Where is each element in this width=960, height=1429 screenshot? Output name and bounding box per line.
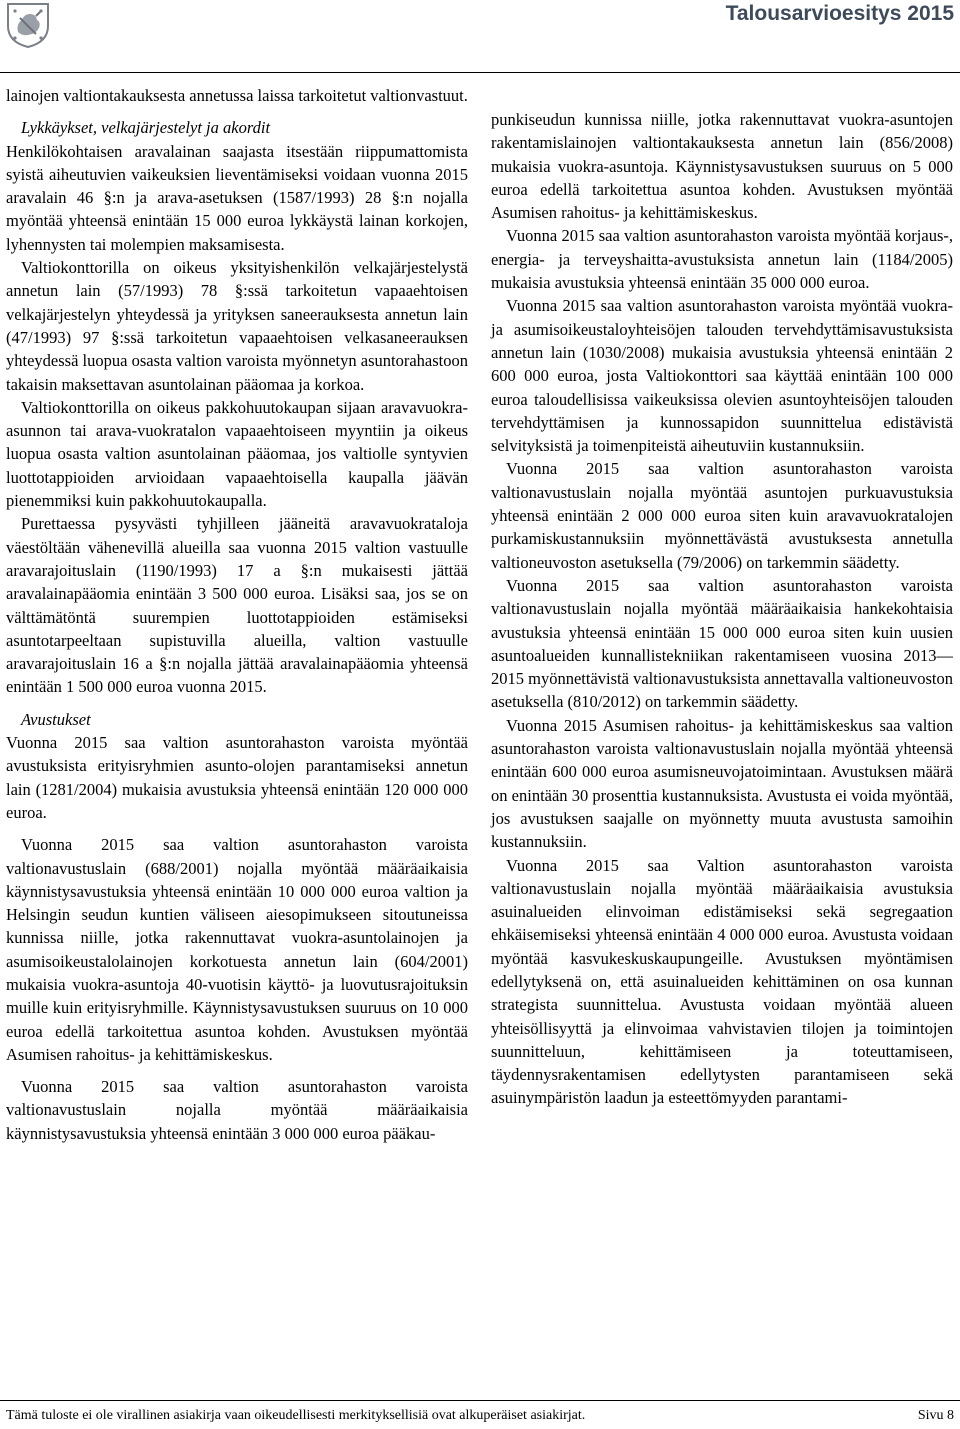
footer-disclaimer: Tämä tuloste ei ole virallinen asiakirja vaan oikeudellisesti merkityksellisiä ovat alkuperäiset asiakirjat. (6, 1408, 586, 1423)
header-divider (0, 72, 960, 73)
paragraph: punkiseudun kunnissa niille, jotka rakennuttavat vuokra-asuntojen rakentamislainojen valtiontakauksesta annetun lain (856/2008) mukaisia vuokra-asuntoja. Käynnistysavustuksen suuruus on 5 000 euroa edellä tarkoitettua asuntoa kohden. Avustuksen myöntää Asumisen rahoitus- ja kehittämiskeskus. (491, 110, 953, 223)
paragraph: Vuonna 2015 saa valtion asuntorahaston varoista valtionavustuslain nojalla myöntää määräaikaisia hankekohtaisia avustuksia yhteensä enintään 15 000 000 euroa siten kuin uusien asuntoalueiden kunnallistekniikan rakentamiseen vuosina 2013—2015 myönnettävistä valtionavustuksista annettavalla valtioneuvoston asetuksella (810/2012) on tarkemmin säädetty. (491, 575, 953, 712)
paragraph: Valtiokonttorilla on oikeus pakkohuutokaupan sijaan aravavuokra-asunnon tai arava-vuokratalon vapaaehtoiseen myyntiin ja oikeus luopua osasta valtion asuntolainan pääomaa, jos valtiolle syntyvien luottotappioiden arvioidaan vapaaehtoisella kaupalla jäävän pienemmiksi kuin pakkohuutokaupalla. (6, 397, 468, 511)
paragraph: Vuonna 2015 saa valtion asuntorahaston varoista myöntää avustuksista erityisryhmien asunto-olojen parantamiseksi annetun lain (1281/2004) mukaisia avustuksia yhteensä enintään 120 000 000 euroa. (6, 733, 468, 822)
page-number: Sivu 8 (917, 1408, 954, 1423)
paragraph: Vuonna 2015 Asumisen rahoitus- ja kehittämiskeskus saa valtion asuntorahaston varoista valtionavustuslain nojalla myöntää yhteensä enintään 600 000 euroa asumisneuvojatoimintaan. Avustuksen määrä on enintään 30 prosenttia kustannuksista. Avustusta ei voida myöntää, jos avustuksen saajalle on myönnetty muuta avustusta samoihin kustannuksiin. (491, 715, 953, 852)
coat-of-arms-lion-icon (6, 2, 50, 48)
paragraph: Vuonna 2015 saa valtion asuntorahaston varoista valtionavustuslain nojalla myöntää asuntojen purkuavustuksia yhteensä enintään 2 000 000 euroa siten kuin aravavuokratalojen purkamiskustannuksiin myönnettävästä avustuksesta annetulla valtioneuvoston asetuksella (79/2006) on tarkemmin säädetty. (491, 459, 953, 572)
footer-divider (0, 1400, 960, 1401)
paragraph: Vuonna 2015 saa valtion asuntorahaston varoista myöntää korjaus-, energia- ja terveyshaitta-avustuksista annetun lain (1184/2005) mukaisia avustuksia yhteensä enintään 35 000 000 euroa. (491, 226, 953, 293)
document-title: Talousarvioesitys 2015 (725, 2, 954, 25)
paragraph: Vuonna 2015 saa valtion asuntorahaston varoista myöntää vuokra- ja asumisoikeustaloyhteisöjen talouden tervehdyttämisavustuksista annetun lain (1030/2008) mukaisia avustuksia yhteensä enintään 2 600 000 euroa, josta Valtiokonttori saa käyttää enintään 100 000 euroa taloudellisissa vaikeuksissa olevien asuntoyhteisöjen talouden tervehdyttämisen ja kunnossapidon suunnittelua edistävistä selvityksistä ja toimenpiteistä aiheutuviin kustannuksiin. (491, 296, 953, 456)
paragraph: lainojen valtiontakauksesta annetussa laissa tarkoitetut valtionvastuut. (6, 86, 468, 105)
paragraph: Vuonna 2015 saa valtion asuntorahaston varoista valtionavustuslain nojalla myöntää määräaikaisia käynnistysavustuksia yhteensä enintään 3 000 000 euroa pääkau- (6, 1077, 468, 1143)
section-heading-lykkaykset: Lykkäykset, velkajärjestelyt ja akordit (21, 118, 271, 138)
section-heading-avustukset: Avustukset (21, 709, 91, 729)
paragraph: Vuonna 2015 saa valtion asuntorahaston varoista valtionavustuslain (688/2001) nojalla myöntää määräaikaisia käynnistysavustuksia yhteensä enintään 10 000 000 euroa valtion ja Helsingin seudun kuntien väliseen aiesopimukseen sitoutuneissa kunnissa niille, jotka rakennuttavat vuokra-asuntolainojen ja asumisoikeustalolainojen korkotuesta annetun lain (604/2001) mukaisia vuokra-asuntoja 40-vuotisin käyttö- ja luovutusrajoituksin muille kuin erityisryhmille. Käynnistysavustuksen suuruus on 10 000 euroa edellä tarkoitettua asuntoa kohden. Avustuksen myöntää Asumisen rahoitus- ja kehittämiskeskus. (6, 835, 468, 1064)
right-column (491, 108, 953, 1110)
page-header (0, 0, 960, 74)
paragraph: Purettaessa pysyvästi tyhjilleen jääneitä aravavuokrataloja väestöltään vähenevillä alueilla saa vuonna 2015 valtion vastuulle aravarajoituslain (1190/1993) 17 a §:n mukaisesti jättää aravalainapääomia enintään 3 500 000 euroa. Lisäksi saa, jos se on välttämätöntä suurempien luottotappioiden estämiseksi asuntotarpeeltaan supistuvilla alueilla, valtion vastuulle aravarajoituslain 16 a §:n nojalla jättää aravalainapääomia yhteensä enintään 1 500 000 euroa vuonna 2015. (6, 514, 468, 697)
paragraph: Vuonna 2015 saa Valtion asuntorahaston varoista valtionavustuslain nojalla myöntää määräaikaisia avustuksia asuinalueiden elinvoiman edistämiseksi sekä segregaation ehkäisemiseksi yhteensä enintään 4 000 000 euroa. Avustusta voidaan myöntää kasvukeskuskaupungeille. Avustuksen myöntämisen edellytyksenä on, että asuinalueiden kehittäminen on osa kunnan strategista suunnittelua. Avustusta voidaan myöntää alueen yhteisöllisyyttä ja elinvoimaa vahvistavien tilojen ja toimintojen suunnitteluun, kehittämiseen ja toteuttamiseen, täydennysrakentamisen edellytysten parantamiseen sekä asuinympäristön laadun ja esteettömyyden parantami- (491, 855, 953, 1108)
paragraph: Valtiokonttorilla on oikeus yksityishenkilön velkajärjestelystä annetun lain (57/1993) 78 §:ssä tarkoitetun vapaaehtoisen velkajärjestelyn yhteydessä ja yrityksen saneerauksesta annetun lain (47/1993) 97 §:ssä tarkoitetun vapaaehtoisen velkasaneerauksen yhteydessä luopua osasta valtion varoista myönnetyn asuntorahastoon takaisin maksettavan asuntolainan pääomaa ja korkoa. (6, 258, 468, 394)
paragraph: Henkilökohtaisen aravalainan saajasta itsestään riippumattomista syistä aiheutuvien vaikeuksien lieventämiseksi voidaan vuonna 2015 aravalain 46 §:n ja arava-asetuksen (1587/1993) 28 §:n nojalla myöntää yhteensä enintään 15 000 euroa lykkäystä lainan korkojen, lyhennysten tai molempien maksamisesta. (6, 141, 468, 254)
left-column (6, 84, 468, 1145)
